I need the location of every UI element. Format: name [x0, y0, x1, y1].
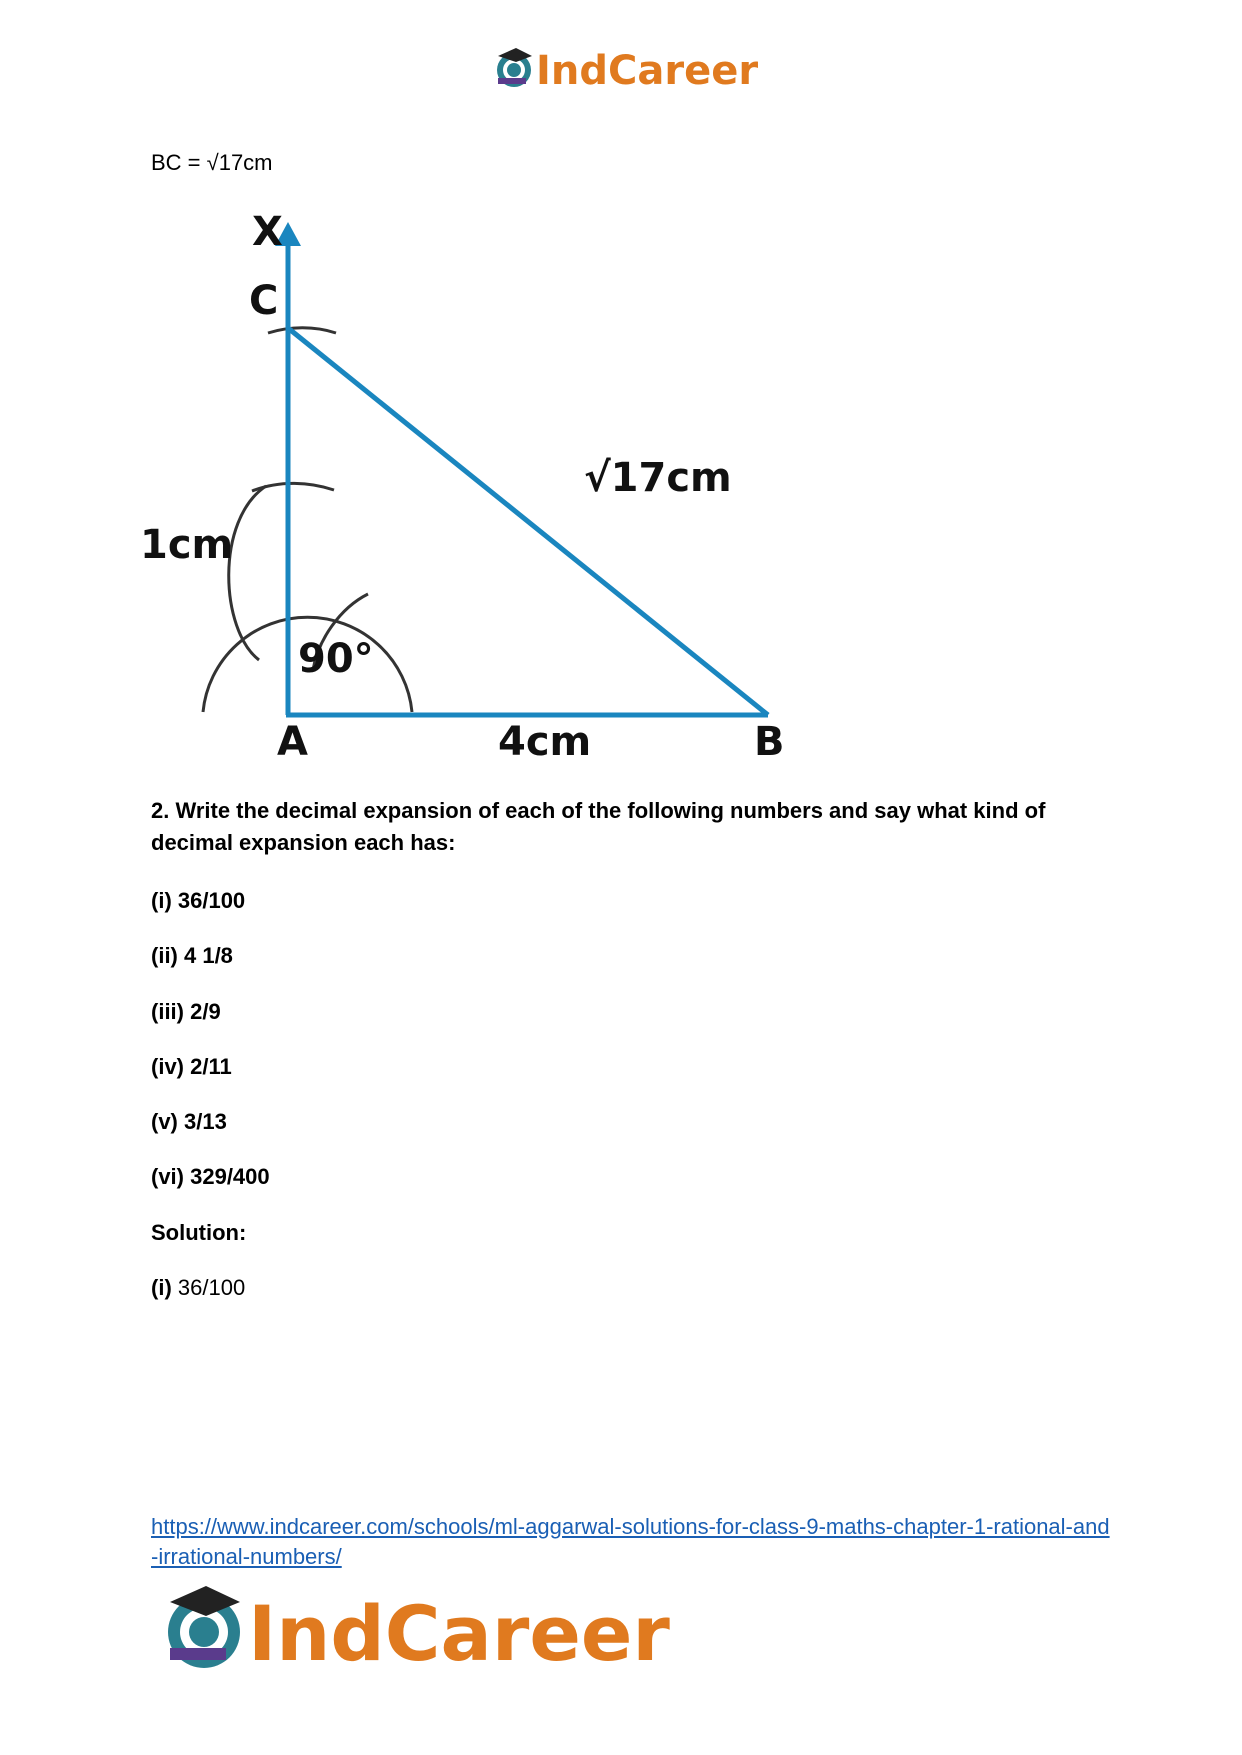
question-item-3: (iii) 2/9 [151, 999, 221, 1024]
label-a: A [277, 719, 308, 765]
graduation-cap-icon [497, 48, 532, 87]
triangle-construction-svg [140, 210, 900, 770]
solution-heading: Solution: [151, 1220, 247, 1245]
solution-value: 36/100 [177, 1275, 246, 1300]
question-item-1: (i) 36/100 [151, 888, 246, 913]
label-x: X [252, 210, 283, 255]
logo-wordmark: IndCareer [248, 1589, 670, 1678]
question-item-2: (ii) 4 1/8 [151, 943, 233, 968]
question-item-5: (v) 3/13 [151, 1109, 227, 1134]
construction-figure [140, 210, 900, 770]
compass-tick-c [268, 328, 336, 333]
label-bc: √17cm [584, 455, 732, 501]
intro-text: BC = √17cm [151, 150, 273, 175]
solution-label: (i) [151, 1275, 172, 1300]
source-link[interactable]: https://www.indcareer.com/schools/ml-aggarwal-solutions-for-class-9-maths-chapter-1-rational-and-irrational-numbers/ [151, 1514, 1110, 1569]
header-logo [488, 40, 758, 100]
question-item-4: (iv) 2/11 [151, 1054, 232, 1079]
question-text: 2. Write the decimal expansion of each of the following numbers and say what kind of decimal expansion each has: [151, 798, 1046, 855]
label-angle: 90° [298, 636, 374, 682]
footer-logo [160, 1580, 720, 1680]
compass-tick-mid [252, 483, 334, 491]
solution-line-1 [151, 1275, 245, 1301]
label-ab: 4cm [498, 719, 592, 765]
label-ac: 1cm [140, 522, 234, 568]
compass-arc-1cm [229, 486, 266, 660]
graduation-cap-icon [168, 1586, 240, 1668]
label-b: B [754, 719, 785, 765]
question-item-6: (vi) 329/400 [151, 1164, 270, 1189]
logo-wordmark: IndCareer [536, 48, 758, 94]
label-c: C [249, 278, 279, 324]
